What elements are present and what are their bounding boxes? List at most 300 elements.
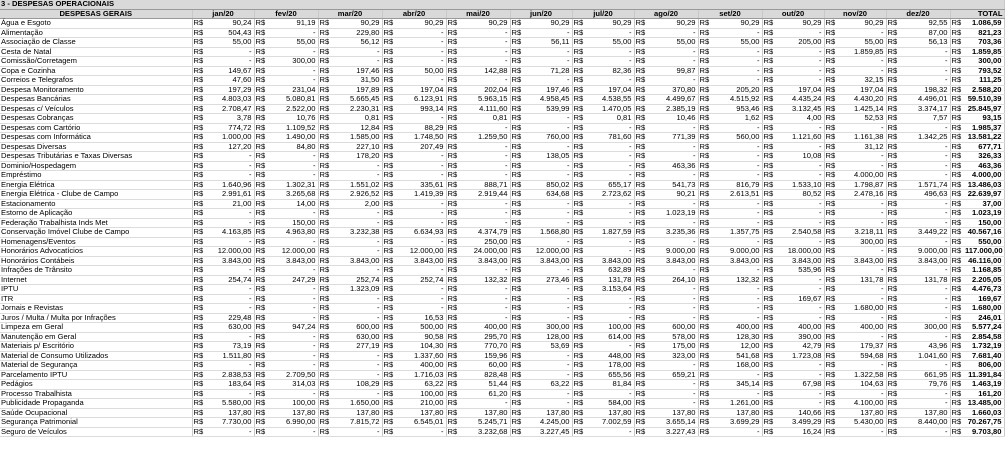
value-cell[interactable]: - — [524, 171, 572, 181]
value-cell[interactable]: 300,00 — [268, 57, 318, 67]
value-cell[interactable]: - — [332, 266, 382, 276]
value-cell[interactable]: - — [332, 361, 382, 371]
value-cell[interactable]: 159,96 — [460, 351, 510, 361]
value-cell[interactable]: 128,30 — [712, 332, 762, 342]
value-cell[interactable]: 137,80 — [586, 408, 634, 418]
value-cell[interactable]: - — [586, 57, 634, 67]
value-cell[interactable]: 90,24 — [206, 19, 254, 29]
value-cell[interactable]: - — [268, 47, 318, 57]
value-cell[interactable]: - — [396, 114, 446, 124]
value-cell[interactable]: 50,00 — [396, 66, 446, 76]
value-cell[interactable]: - — [268, 389, 318, 399]
value-cell[interactable]: - — [206, 218, 254, 228]
value-cell[interactable]: - — [712, 142, 762, 152]
value-cell[interactable]: - — [900, 123, 950, 133]
value-cell[interactable]: 4.963,80 — [268, 228, 318, 238]
value-cell[interactable]: 2.926,52 — [332, 190, 382, 200]
value-cell[interactable]: 9.000,00 — [648, 247, 698, 257]
value-cell[interactable]: 7.730,00 — [206, 418, 254, 428]
value-cell[interactable]: 1.859,85 — [838, 47, 886, 57]
row-label[interactable]: Limpeza em Geral — [0, 323, 192, 333]
value-cell[interactable]: - — [838, 218, 886, 228]
value-cell[interactable]: - — [712, 285, 762, 295]
value-cell[interactable]: 52,53 — [838, 114, 886, 124]
value-cell[interactable]: 1.798,87 — [838, 180, 886, 190]
value-cell[interactable]: 168,00 — [712, 361, 762, 371]
value-cell[interactable]: 175,00 — [648, 342, 698, 352]
value-cell[interactable]: 335,61 — [396, 180, 446, 190]
total-cell[interactable]: 463,36 — [964, 161, 1004, 171]
row-label[interactable]: Associação de Classe — [0, 38, 192, 48]
value-cell[interactable]: 3.843,00 — [396, 256, 446, 266]
value-cell[interactable]: - — [900, 427, 950, 437]
value-cell[interactable]: 183,64 — [206, 380, 254, 390]
value-cell[interactable]: - — [332, 389, 382, 399]
row-label[interactable]: ITR — [0, 294, 192, 304]
value-cell[interactable]: 4.111,60 — [460, 104, 510, 114]
value-cell[interactable]: - — [332, 218, 382, 228]
value-cell[interactable]: - — [268, 294, 318, 304]
value-cell[interactable]: 1.568,80 — [524, 228, 572, 238]
value-cell[interactable]: 31,50 — [332, 76, 382, 86]
value-cell[interactable]: 888,71 — [460, 180, 510, 190]
value-cell[interactable]: - — [396, 237, 446, 247]
total-cell[interactable]: 2.205,05 — [964, 275, 1004, 285]
value-cell[interactable]: 71,28 — [524, 66, 572, 76]
value-cell[interactable]: 400,00 — [460, 323, 510, 333]
value-cell[interactable]: - — [332, 161, 382, 171]
row-label[interactable]: IPTU — [0, 285, 192, 295]
value-cell[interactable]: - — [524, 237, 572, 247]
row-label[interactable]: Honorários Contábeis — [0, 256, 192, 266]
value-cell[interactable]: - — [712, 266, 762, 276]
value-cell[interactable]: 1.511,80 — [206, 351, 254, 361]
value-cell[interactable]: - — [206, 152, 254, 162]
total-cell[interactable]: 11.391,84 — [964, 370, 1004, 380]
value-cell[interactable]: - — [900, 218, 950, 228]
value-cell[interactable]: 142,88 — [460, 66, 510, 76]
value-cell[interactable]: - — [776, 171, 824, 181]
value-cell[interactable]: 1.302,31 — [268, 180, 318, 190]
value-cell[interactable]: - — [268, 209, 318, 219]
value-cell[interactable]: 1.041,60 — [900, 351, 950, 361]
total-cell[interactable]: 1.732,19 — [964, 342, 1004, 352]
value-cell[interactable]: 2.385,19 — [648, 104, 698, 114]
value-cell[interactable]: - — [524, 161, 572, 171]
value-cell[interactable]: - — [396, 209, 446, 219]
value-cell[interactable]: - — [206, 389, 254, 399]
row-label[interactable]: Material de Consumo Utilizados — [0, 351, 192, 361]
total-cell[interactable]: 93,15 — [964, 114, 1004, 124]
value-cell[interactable]: - — [776, 57, 824, 67]
value-cell[interactable]: - — [460, 152, 510, 162]
value-cell[interactable]: - — [332, 237, 382, 247]
value-cell[interactable]: 661,95 — [900, 370, 950, 380]
value-cell[interactable]: - — [460, 209, 510, 219]
value-cell[interactable]: - — [268, 285, 318, 295]
value-cell[interactable]: - — [332, 57, 382, 67]
value-cell[interactable]: - — [460, 313, 510, 323]
value-cell[interactable]: 3.227,43 — [648, 427, 698, 437]
value-cell[interactable]: 47,60 — [206, 76, 254, 86]
value-cell[interactable]: 3.132,45 — [776, 104, 824, 114]
value-cell[interactable]: 90,29 — [776, 19, 824, 29]
value-cell[interactable]: 229,80 — [332, 28, 382, 38]
value-cell[interactable]: - — [206, 47, 254, 57]
row-label[interactable]: Honorários Advocatícios — [0, 247, 192, 257]
value-cell[interactable]: 400,00 — [712, 323, 762, 333]
value-cell[interactable]: 169,67 — [776, 294, 824, 304]
value-cell[interactable]: 3,78 — [206, 114, 254, 124]
value-cell[interactable]: 560,00 — [712, 133, 762, 143]
value-cell[interactable]: 578,00 — [648, 332, 698, 342]
value-cell[interactable]: 12.000,00 — [268, 247, 318, 257]
value-cell[interactable]: 247,29 — [268, 275, 318, 285]
value-cell[interactable]: 90,21 — [648, 190, 698, 200]
row-label[interactable]: Despesas com Informática — [0, 133, 192, 143]
value-cell[interactable]: 4.538,55 — [586, 95, 634, 105]
value-cell[interactable]: - — [712, 427, 762, 437]
value-cell[interactable]: - — [648, 123, 698, 133]
value-cell[interactable]: - — [838, 199, 886, 209]
row-label[interactable]: Despesas Cobranças — [0, 114, 192, 124]
total-cell[interactable]: 326,33 — [964, 152, 1004, 162]
row-label[interactable]: Conservação Imóvel Clube de Campo — [0, 228, 192, 238]
total-cell[interactable]: 1.660,03 — [964, 408, 1004, 418]
value-cell[interactable]: 3.232,68 — [460, 427, 510, 437]
value-cell[interactable]: - — [648, 199, 698, 209]
value-cell[interactable]: 73,19 — [206, 342, 254, 352]
value-cell[interactable]: 137,80 — [206, 408, 254, 418]
value-cell[interactable]: - — [900, 209, 950, 219]
value-cell[interactable]: - — [268, 237, 318, 247]
value-cell[interactable]: 323,00 — [648, 351, 698, 361]
row-label[interactable]: Materiais p/ Escritório — [0, 342, 192, 352]
value-cell[interactable]: - — [712, 28, 762, 38]
value-cell[interactable]: 4,00 — [776, 114, 824, 124]
value-cell[interactable]: - — [648, 152, 698, 162]
value-cell[interactable]: 1.585,00 — [332, 133, 382, 143]
value-cell[interactable]: - — [838, 66, 886, 76]
header-month[interactable]: abr/20 — [382, 9, 446, 19]
value-cell[interactable]: 584,00 — [586, 399, 634, 409]
value-cell[interactable]: - — [648, 389, 698, 399]
value-cell[interactable]: 4.496,01 — [900, 95, 950, 105]
row-label[interactable]: Comissão/Corretagem — [0, 57, 192, 67]
total-cell[interactable]: 2.854,58 — [964, 332, 1004, 342]
value-cell[interactable]: 197,89 — [332, 85, 382, 95]
value-cell[interactable]: 3.843,00 — [838, 256, 886, 266]
value-cell[interactable]: 16,53 — [396, 313, 446, 323]
value-cell[interactable]: - — [900, 399, 950, 409]
value-cell[interactable]: 227,10 — [332, 142, 382, 152]
total-cell[interactable]: 1.023,19 — [964, 209, 1004, 219]
total-cell[interactable]: 150,00 — [964, 218, 1004, 228]
value-cell[interactable]: 2,00 — [332, 199, 382, 209]
value-cell[interactable]: - — [838, 313, 886, 323]
value-cell[interactable]: 4.100,00 — [838, 399, 886, 409]
value-cell[interactable]: 67,98 — [776, 380, 824, 390]
total-cell[interactable]: 117.000,00 — [965, 246, 1003, 255]
value-cell[interactable]: - — [460, 142, 510, 152]
total-cell[interactable]: 25.845,97 — [964, 104, 1004, 114]
value-cell[interactable]: 128,00 — [524, 332, 572, 342]
value-cell[interactable]: 229,48 — [206, 313, 254, 323]
value-cell[interactable]: 600,00 — [332, 323, 382, 333]
value-cell[interactable]: - — [900, 237, 950, 247]
value-cell[interactable]: 3.843,00 — [586, 256, 634, 266]
header-month[interactable]: out/20 — [762, 9, 824, 19]
value-cell[interactable]: - — [524, 199, 572, 209]
value-cell[interactable]: 131,78 — [586, 275, 634, 285]
value-cell[interactable]: - — [776, 370, 824, 380]
value-cell[interactable]: 127,20 — [206, 142, 254, 152]
value-cell[interactable]: - — [396, 199, 446, 209]
value-cell[interactable]: 104,63 — [838, 380, 886, 390]
value-cell[interactable]: - — [396, 47, 446, 57]
value-cell[interactable]: - — [460, 161, 510, 171]
value-cell[interactable]: 3.374,17 — [900, 104, 950, 114]
value-cell[interactable]: - — [838, 361, 886, 371]
value-cell[interactable]: - — [332, 370, 382, 380]
value-cell[interactable]: - — [460, 171, 510, 181]
value-cell[interactable]: - — [838, 285, 886, 295]
row-label[interactable]: Processo Trabalhista — [0, 389, 192, 399]
value-cell[interactable]: 10,46 — [648, 114, 698, 124]
value-cell[interactable]: 132,32 — [460, 275, 510, 285]
value-cell[interactable]: 1,62 — [712, 114, 762, 124]
value-cell[interactable]: 4.430,20 — [838, 95, 886, 105]
value-cell[interactable]: - — [776, 28, 824, 38]
value-cell[interactable]: - — [838, 152, 886, 162]
value-cell[interactable]: 12,84 — [332, 123, 382, 133]
value-cell[interactable]: 1.342,25 — [900, 133, 950, 143]
value-cell[interactable]: - — [586, 171, 634, 181]
value-cell[interactable]: 1.650,00 — [332, 399, 382, 409]
value-cell[interactable]: 178,20 — [332, 152, 382, 162]
value-cell[interactable]: - — [586, 76, 634, 86]
value-cell[interactable]: - — [268, 161, 318, 171]
value-cell[interactable]: - — [776, 161, 824, 171]
row-label[interactable]: Material de Segurança — [0, 361, 192, 371]
value-cell[interactable]: - — [776, 313, 824, 323]
value-cell[interactable]: - — [900, 142, 950, 152]
total-cell[interactable]: 2.588,20 — [964, 85, 1004, 95]
value-cell[interactable]: - — [396, 294, 446, 304]
value-cell[interactable]: - — [524, 370, 572, 380]
value-cell[interactable]: - — [900, 332, 950, 342]
value-cell[interactable]: - — [712, 161, 762, 171]
value-cell[interactable]: 202,04 — [460, 85, 510, 95]
value-cell[interactable]: 90,29 — [396, 19, 446, 29]
value-cell[interactable]: - — [586, 28, 634, 38]
value-cell[interactable]: 3.843,00 — [460, 256, 510, 266]
value-cell[interactable]: - — [524, 294, 572, 304]
header-month[interactable]: jul/20 — [572, 9, 634, 19]
value-cell[interactable]: - — [586, 199, 634, 209]
total-cell[interactable]: 7.681,40 — [964, 351, 1004, 361]
header-month[interactable]: mai/20 — [446, 9, 510, 19]
value-cell[interactable]: 850,02 — [524, 180, 572, 190]
header-month[interactable]: dez/20 — [886, 9, 950, 19]
value-cell[interactable]: 63,22 — [524, 380, 572, 390]
value-cell[interactable]: 4.000,00 — [838, 171, 886, 181]
value-cell[interactable]: 3.655,14 — [648, 418, 698, 428]
value-cell[interactable]: - — [776, 361, 824, 371]
value-cell[interactable]: 1.571,74 — [900, 180, 950, 190]
value-cell[interactable]: 1.323,09 — [332, 285, 382, 295]
value-cell[interactable]: 3.153,64 — [586, 285, 634, 295]
value-cell[interactable]: 5.430,00 — [838, 418, 886, 428]
row-label[interactable]: Energia Elétrica — [0, 180, 192, 190]
value-cell[interactable]: 3.218,11 — [838, 228, 886, 238]
value-cell[interactable]: - — [776, 66, 824, 76]
value-cell[interactable]: 1.161,38 — [838, 133, 886, 143]
value-cell[interactable]: 252,74 — [396, 275, 446, 285]
header-total[interactable]: TOTAL — [950, 9, 1004, 19]
value-cell[interactable]: - — [332, 171, 382, 181]
value-cell[interactable]: - — [648, 285, 698, 295]
value-cell[interactable]: - — [776, 218, 824, 228]
value-cell[interactable]: 92,55 — [900, 19, 950, 29]
value-cell[interactable]: - — [648, 304, 698, 314]
value-cell[interactable]: - — [900, 76, 950, 86]
value-cell[interactable]: 655,17 — [586, 180, 634, 190]
value-cell[interactable]: - — [838, 247, 886, 257]
value-cell[interactable]: 1.259,50 — [460, 133, 510, 143]
total-cell[interactable]: 46.116,00 — [964, 256, 1004, 266]
value-cell[interactable]: 61,20 — [460, 389, 510, 399]
value-cell[interactable]: - — [396, 218, 446, 228]
value-cell[interactable]: - — [900, 304, 950, 314]
value-cell[interactable]: 88,29 — [396, 123, 446, 133]
header-month[interactable]: set/20 — [698, 9, 762, 19]
row-label[interactable]: Jornais e Revistas — [0, 304, 192, 314]
value-cell[interactable]: - — [648, 294, 698, 304]
row-label[interactable]: Estacionamento — [0, 199, 192, 209]
value-cell[interactable]: 535,96 — [776, 266, 824, 276]
value-cell[interactable]: - — [396, 266, 446, 276]
value-cell[interactable]: 91,19 — [268, 19, 318, 29]
value-cell[interactable]: - — [524, 76, 572, 86]
value-cell[interactable]: - — [206, 209, 254, 219]
value-cell[interactable]: 0,81 — [332, 114, 382, 124]
total-cell[interactable]: 1.859,85 — [964, 47, 1004, 57]
value-cell[interactable]: - — [460, 47, 510, 57]
value-cell[interactable]: - — [524, 313, 572, 323]
value-cell[interactable]: - — [332, 294, 382, 304]
value-cell[interactable]: 2.723,62 — [586, 190, 634, 200]
value-cell[interactable]: - — [648, 47, 698, 57]
row-label[interactable]: Parcelamento IPTU — [0, 370, 192, 380]
value-cell[interactable]: 178,00 — [586, 361, 634, 371]
value-cell[interactable]: - — [586, 209, 634, 219]
value-cell[interactable]: 137,80 — [332, 408, 382, 418]
value-cell[interactable]: 3.227,45 — [524, 427, 572, 437]
row-label[interactable]: Segurança Patrimonial — [0, 418, 192, 428]
value-cell[interactable]: 1.322,58 — [838, 370, 886, 380]
value-cell[interactable]: - — [900, 266, 950, 276]
value-cell[interactable]: - — [206, 332, 254, 342]
value-cell[interactable]: 496,63 — [900, 190, 950, 200]
value-cell[interactable]: - — [206, 285, 254, 295]
value-cell[interactable]: - — [776, 285, 824, 295]
value-cell[interactable]: - — [838, 389, 886, 399]
value-cell[interactable]: - — [332, 351, 382, 361]
value-cell[interactable]: 314,03 — [268, 380, 318, 390]
value-cell[interactable]: 131,78 — [838, 275, 886, 285]
value-cell[interactable]: 4.803,03 — [206, 95, 254, 105]
value-cell[interactable]: 947,24 — [268, 323, 318, 333]
header-month[interactable]: jun/20 — [510, 9, 572, 19]
value-cell[interactable]: 3.265,68 — [268, 190, 318, 200]
value-cell[interactable]: 55,00 — [838, 38, 886, 48]
value-cell[interactable]: 90,29 — [332, 19, 382, 29]
value-cell[interactable]: 2.838,53 — [206, 370, 254, 380]
value-cell[interactable]: 0,81 — [460, 114, 510, 124]
value-cell[interactable]: 16,24 — [776, 427, 824, 437]
value-cell[interactable]: 3.843,00 — [900, 256, 950, 266]
value-cell[interactable]: - — [460, 304, 510, 314]
row-label[interactable]: Seguro de Veículos — [0, 427, 192, 437]
value-cell[interactable]: - — [268, 266, 318, 276]
value-cell[interactable]: 99,87 — [648, 66, 698, 76]
value-cell[interactable]: 60,00 — [460, 361, 510, 371]
value-cell[interactable]: 539,99 — [524, 104, 572, 114]
value-cell[interactable]: 273,46 — [524, 275, 572, 285]
value-cell[interactable]: 630,00 — [332, 332, 382, 342]
total-cell[interactable]: 4.476,73 — [964, 285, 1004, 295]
value-cell[interactable]: 132,32 — [712, 275, 762, 285]
total-cell[interactable]: 161,20 — [964, 389, 1004, 399]
value-cell[interactable]: 3.449,22 — [900, 228, 950, 238]
total-cell[interactable]: 793,52 — [964, 66, 1004, 76]
value-cell[interactable]: 632,89 — [586, 266, 634, 276]
value-cell[interactable]: 55,00 — [206, 38, 254, 48]
value-cell[interactable]: - — [900, 199, 950, 209]
value-cell[interactable]: 2.478,16 — [838, 190, 886, 200]
value-cell[interactable]: 277,19 — [332, 342, 382, 352]
value-cell[interactable]: 1.357,75 — [712, 228, 762, 238]
value-cell[interactable]: 90,29 — [524, 19, 572, 29]
value-cell[interactable]: 197,04 — [776, 85, 824, 95]
value-cell[interactable]: 53,69 — [524, 342, 572, 352]
value-cell[interactable]: - — [586, 304, 634, 314]
value-cell[interactable]: - — [524, 209, 572, 219]
value-cell[interactable]: 56,13 — [900, 38, 950, 48]
value-cell[interactable]: - — [524, 389, 572, 399]
value-cell[interactable]: 3.843,00 — [206, 256, 254, 266]
row-label[interactable]: Cesta de Natal — [0, 47, 192, 57]
value-cell[interactable]: - — [396, 285, 446, 295]
value-cell[interactable]: - — [460, 76, 510, 86]
value-cell[interactable]: - — [776, 123, 824, 133]
value-cell[interactable]: - — [268, 66, 318, 76]
value-cell[interactable]: - — [586, 313, 634, 323]
value-cell[interactable]: - — [900, 171, 950, 181]
total-cell[interactable]: 4.000,00 — [964, 171, 1004, 181]
value-cell[interactable]: 198,32 — [900, 85, 950, 95]
value-cell[interactable]: 3.843,00 — [524, 256, 572, 266]
value-cell[interactable]: 774,72 — [206, 123, 254, 133]
value-cell[interactable]: 197,29 — [206, 85, 254, 95]
value-cell[interactable]: - — [712, 66, 762, 76]
value-cell[interactable]: - — [838, 161, 886, 171]
row-label[interactable]: Juros / Multa / Multa por Infrações — [0, 313, 192, 323]
value-cell[interactable]: 1.109,52 — [268, 123, 318, 133]
total-cell[interactable]: 37,00 — [964, 199, 1004, 209]
value-cell[interactable]: 2.709,50 — [268, 370, 318, 380]
